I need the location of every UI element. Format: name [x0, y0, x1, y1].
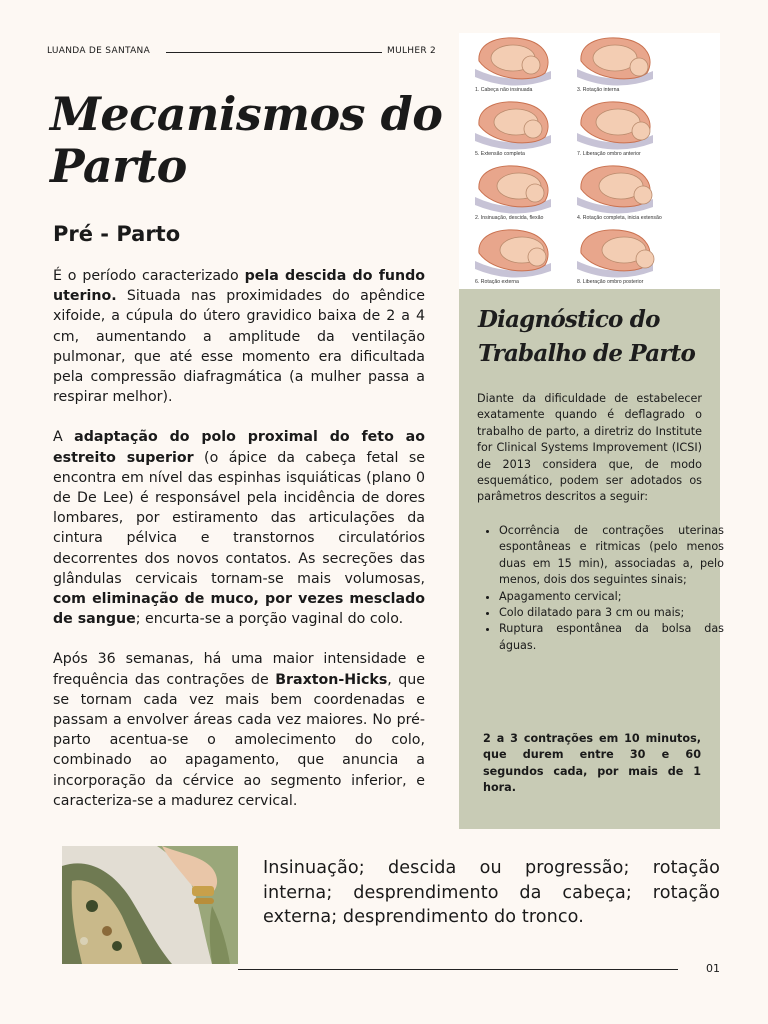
- contractions-note: 2 a 3 contrações em 10 minutos, que durem entre 30 e 60 segundos cada, por mais de 1 hora.: [483, 732, 701, 795]
- stage-caption: 7. Liberação ombro anterior: [577, 151, 641, 157]
- criteria-item: • Ocorrência de contrações uterinas espontâneas e ritmicas (pelo menos duas em 15 min), associadas a, pelo menos, dois dos seguintes sinais;: [499, 523, 724, 589]
- page-number: 01: [706, 962, 720, 975]
- body-text-run: (o ápice da cabeça fetal se encontra em nível das espinhas isquiáticas (plano 0 de De Lee) é responsável pela incidência de dores lombares, por estiramento das articulações da cintura pélvica e transtornos circulatórios decorrentes dos novos contatos. As secreções das glândulas cervicais tornam-se mais volumosas,: [53, 449, 425, 587]
- stage-caption: 6. Rotação externa: [475, 279, 519, 285]
- body-text-run: Após 36 semanas, há uma maior intensidade e frequência das contrações de: [53, 651, 425, 688]
- emphasis-text: pela descida do fundo uterino.: [53, 268, 425, 305]
- stage-diagram: [577, 102, 653, 150]
- body-text-run: , que se tornam cada vez mais bem coordenadas e passam a envolver áreas cada vez maiores. No pré-parto acentua-se o amolecimento do colo, combinado ao apagamento, que anuncia a incorporação da cérvice ao segmento inferior, e caracteriza-se a madurez cervical.: [53, 671, 425, 809]
- paragraph-3: [53, 649, 425, 811]
- body-text-run: É o período caracterizado: [53, 268, 245, 284]
- criteria-list: [477, 523, 724, 654]
- panel-intro: Diante da dificuldade de estabelecer exatamente quando é deflagrado o trabalho de parto, a diretriz do Institute for Clinical Systems Improvement (ICSI) de 2013 considera que, de modo esquemático, podem ser adotados os parâmetros descritos a seguir:: [477, 392, 702, 504]
- header-section: MULHER 2: [387, 46, 437, 56]
- stage-caption: 4. Rotação completa, inicia extensão: [577, 215, 662, 221]
- emphasis-text: adaptação do polo proximal do feto ao estreito superior: [53, 429, 426, 466]
- emphasis-text: Braxton-Hicks: [275, 671, 388, 688]
- stage-diagram: [475, 102, 551, 150]
- criteria-item: • Ruptura espontânea da bolsa das águas.: [499, 621, 724, 654]
- mechanisms-summary: Insinuação; descida ou progressão; rotação interna; desprendimento da cabeça; rotação externa; desprendimento do tronco.: [263, 858, 720, 927]
- panel-heading: Diagnóstico do Trabalho de Parto: [478, 306, 696, 367]
- body-text-run: ; encurta-se a porção vaginal do colo.: [135, 611, 404, 628]
- section-subtitle: Pré - Parto: [53, 222, 181, 246]
- header-rule: [166, 52, 382, 53]
- stage-diagram: [475, 38, 551, 86]
- stage-diagram: [577, 166, 653, 214]
- stage-diagram: [475, 230, 551, 278]
- stage-diagram: [475, 166, 551, 214]
- paragraph-2: [53, 427, 425, 629]
- body-text-run: Situada nas proximidades do apêndice xifoide, a cúpula do útero gravidico baixa de 2 a 4 cm, aumentando a amplitude da ventilação pulmonar, que até esse momento era dificultada pela compressão diafragmática (a mulher passa a respirar melhor).: [53, 288, 425, 406]
- diagnosis-panel: [459, 289, 724, 829]
- body-text-run: A: [53, 429, 75, 446]
- criteria-item: • Apagamento cervical;: [499, 589, 724, 605]
- criteria-item: • Colo dilatado para 3 cm ou mais;: [499, 605, 724, 621]
- body-text: [53, 266, 425, 831]
- stage-caption: 1. Cabeça não insinuada: [475, 87, 533, 93]
- page-title: Mecanismos do Parto: [50, 87, 443, 193]
- stage-diagram: [577, 230, 654, 278]
- stage-caption: 3. Rotação interna: [577, 87, 620, 93]
- emphasis-text: com eliminação de muco, por vezes mesclado de sangue: [53, 591, 425, 628]
- decorative-photo: [62, 846, 238, 964]
- header-author: LUANDA DE SANTANA: [47, 46, 151, 56]
- stage-diagram: [577, 38, 653, 86]
- paragraph-1: [53, 266, 425, 407]
- stage-caption: 5. Extensão completa: [475, 151, 525, 157]
- labor-stages-figure: [459, 33, 720, 289]
- labor-stages-illustration: [459, 33, 720, 289]
- stage-caption: 2. Insinuação, descida, flexão: [475, 215, 544, 221]
- stage-caption: 8. Liberação ombro posterior: [577, 279, 644, 285]
- footer-rule: [238, 969, 678, 970]
- scarf-hand-photo: [62, 846, 238, 964]
